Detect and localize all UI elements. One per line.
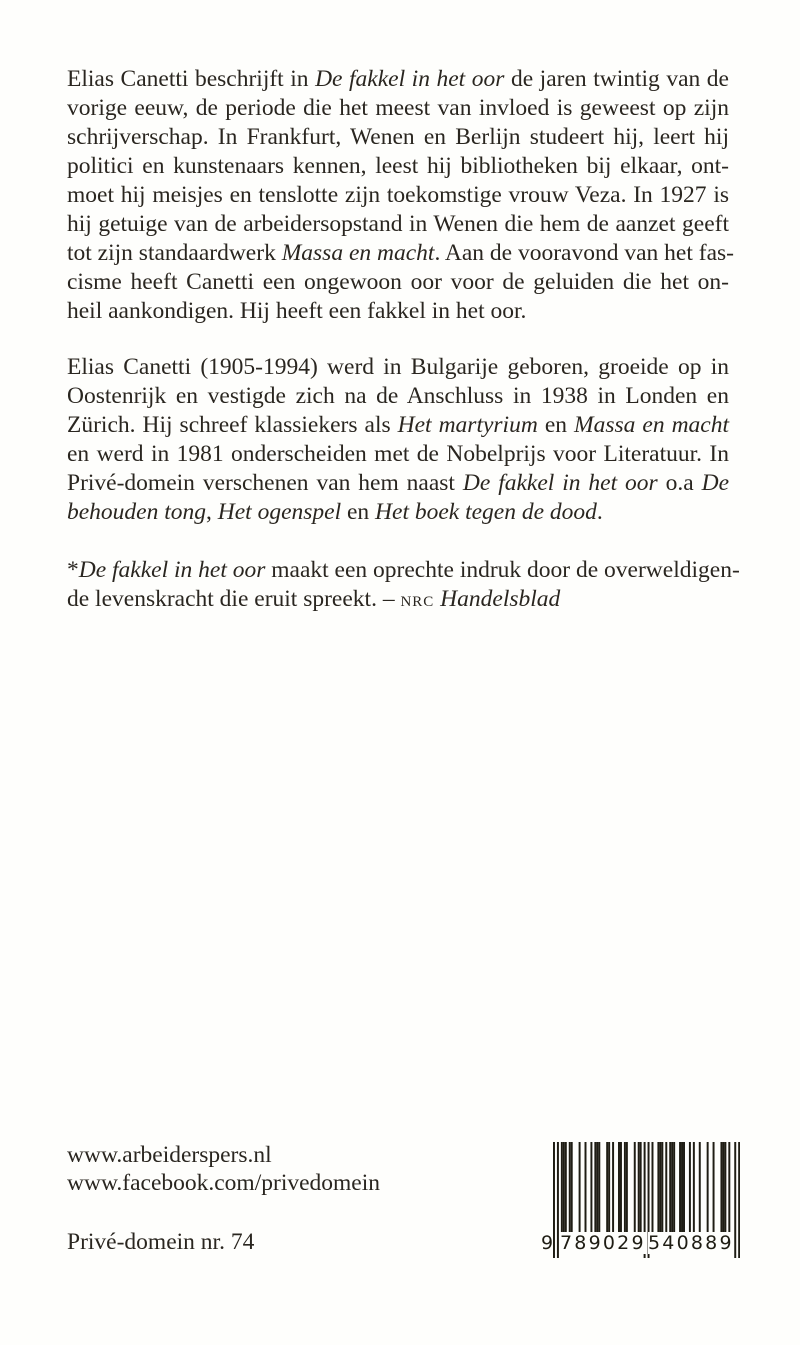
italic-title: behouden tong xyxy=(67,499,207,525)
text-line xyxy=(67,268,729,297)
text-line xyxy=(67,440,729,469)
text-line xyxy=(67,65,729,94)
text-run: Privé-domein verschenen van hem naast xyxy=(67,470,463,496)
text-run: maakt een oprechte indruk door de overweldigen- xyxy=(265,557,740,583)
text-run: Elias Canetti (1905-1994) werd in Bulgarije geboren, groeide op in xyxy=(67,354,729,380)
text-run: heil aankondigen. Hij heeft een fakkel in het oor. xyxy=(67,298,527,324)
text-line xyxy=(67,152,729,181)
italic-title: Massa en macht xyxy=(574,412,730,438)
publisher-website-link[interactable]: www.arbeiderspers.nl xyxy=(67,1142,272,1168)
blurb-press-quote xyxy=(67,556,740,614)
text-run: Elias Canetti beschrijft in xyxy=(67,66,316,92)
italic-title: Massa en macht xyxy=(281,240,435,266)
italic-title: De xyxy=(701,470,729,496)
blurb-paragraph-author-bio xyxy=(67,353,729,527)
text-line xyxy=(67,382,729,411)
text-run: hij getuige van de arbeidersopstand in Wenen die hem de aanzet geeft xyxy=(67,211,729,237)
text-line xyxy=(67,585,729,614)
text-run: en xyxy=(537,412,575,438)
italic-title: De fakkel in het oor xyxy=(315,66,505,92)
text-line xyxy=(67,498,729,527)
italic-title: Het ogenspel xyxy=(217,499,342,525)
isbn-barcode xyxy=(540,1140,740,1262)
text-run: politici en kunstenaars kennen, leest hij bibliotheken bij elkaar, ont- xyxy=(67,153,729,179)
text-line xyxy=(67,411,729,440)
text-run: Oostenrijk en vestigde zich na de Anschluss in 1938 in Londen en xyxy=(67,383,729,409)
text-run: * xyxy=(67,557,79,583)
text-run: o.a xyxy=(657,470,702,496)
text-run: de jaren twintig van de xyxy=(504,66,729,92)
text-run: vorige eeuw, de periode die het meest van invloed is geweest op zijn xyxy=(67,95,729,121)
text-run: . xyxy=(596,499,603,525)
text-run: moet hij meisjes en tenslotte zijn toekomstige vrouw Veza. In 1927 is xyxy=(67,182,729,208)
text-line xyxy=(67,181,729,210)
text-run: schrijverschap. In Frankfurt, Wenen en Berlijn studeert hij, leert hij xyxy=(67,124,729,150)
text-run: en xyxy=(341,499,376,525)
isbn-left-group: 789029 xyxy=(560,1232,646,1254)
text-run: Zürich. Hij schreef klassiekers als xyxy=(67,412,398,438)
isbn-first-digit: 9 xyxy=(541,1232,556,1254)
text-run: . Aan de vooravond van het fas- xyxy=(434,240,734,266)
blurb-paragraph-description xyxy=(67,65,734,326)
text-run: cisme heeft Canetti een ongewoon oor voor de geluiden die het on- xyxy=(67,269,729,295)
isbn-right-group: 540889 xyxy=(648,1232,734,1254)
text-line xyxy=(67,353,729,382)
text-run: en werd in 1981 onderscheiden met de Nobelprijs voor Literatuur. In xyxy=(67,441,729,467)
text-line xyxy=(67,297,729,326)
italic-title: De fakkel in het oor xyxy=(78,557,266,583)
text-line xyxy=(67,469,729,498)
facebook-link[interactable]: www.facebook.com/privedomein xyxy=(67,1170,381,1196)
italic-title: Het boek tegen de dood xyxy=(375,499,597,525)
italic-title: De fakkel in het oor xyxy=(462,470,658,496)
text-run: de levenskracht die eruit spreekt. – xyxy=(67,586,401,612)
text-line xyxy=(67,210,729,239)
small-caps-text: nrc xyxy=(400,587,435,611)
text-run: tot zijn standaardwerk xyxy=(67,240,282,266)
series-number: Privé-domein nr. 74 xyxy=(67,1229,255,1255)
text-line xyxy=(67,239,734,268)
publisher-links xyxy=(67,1141,380,1197)
text-line xyxy=(67,94,729,123)
italic-title: Handelsblad xyxy=(440,586,561,612)
text-line xyxy=(67,556,740,585)
text-run: , xyxy=(206,499,218,525)
text-line xyxy=(67,123,729,152)
italic-title: Het martyrium xyxy=(397,412,538,438)
